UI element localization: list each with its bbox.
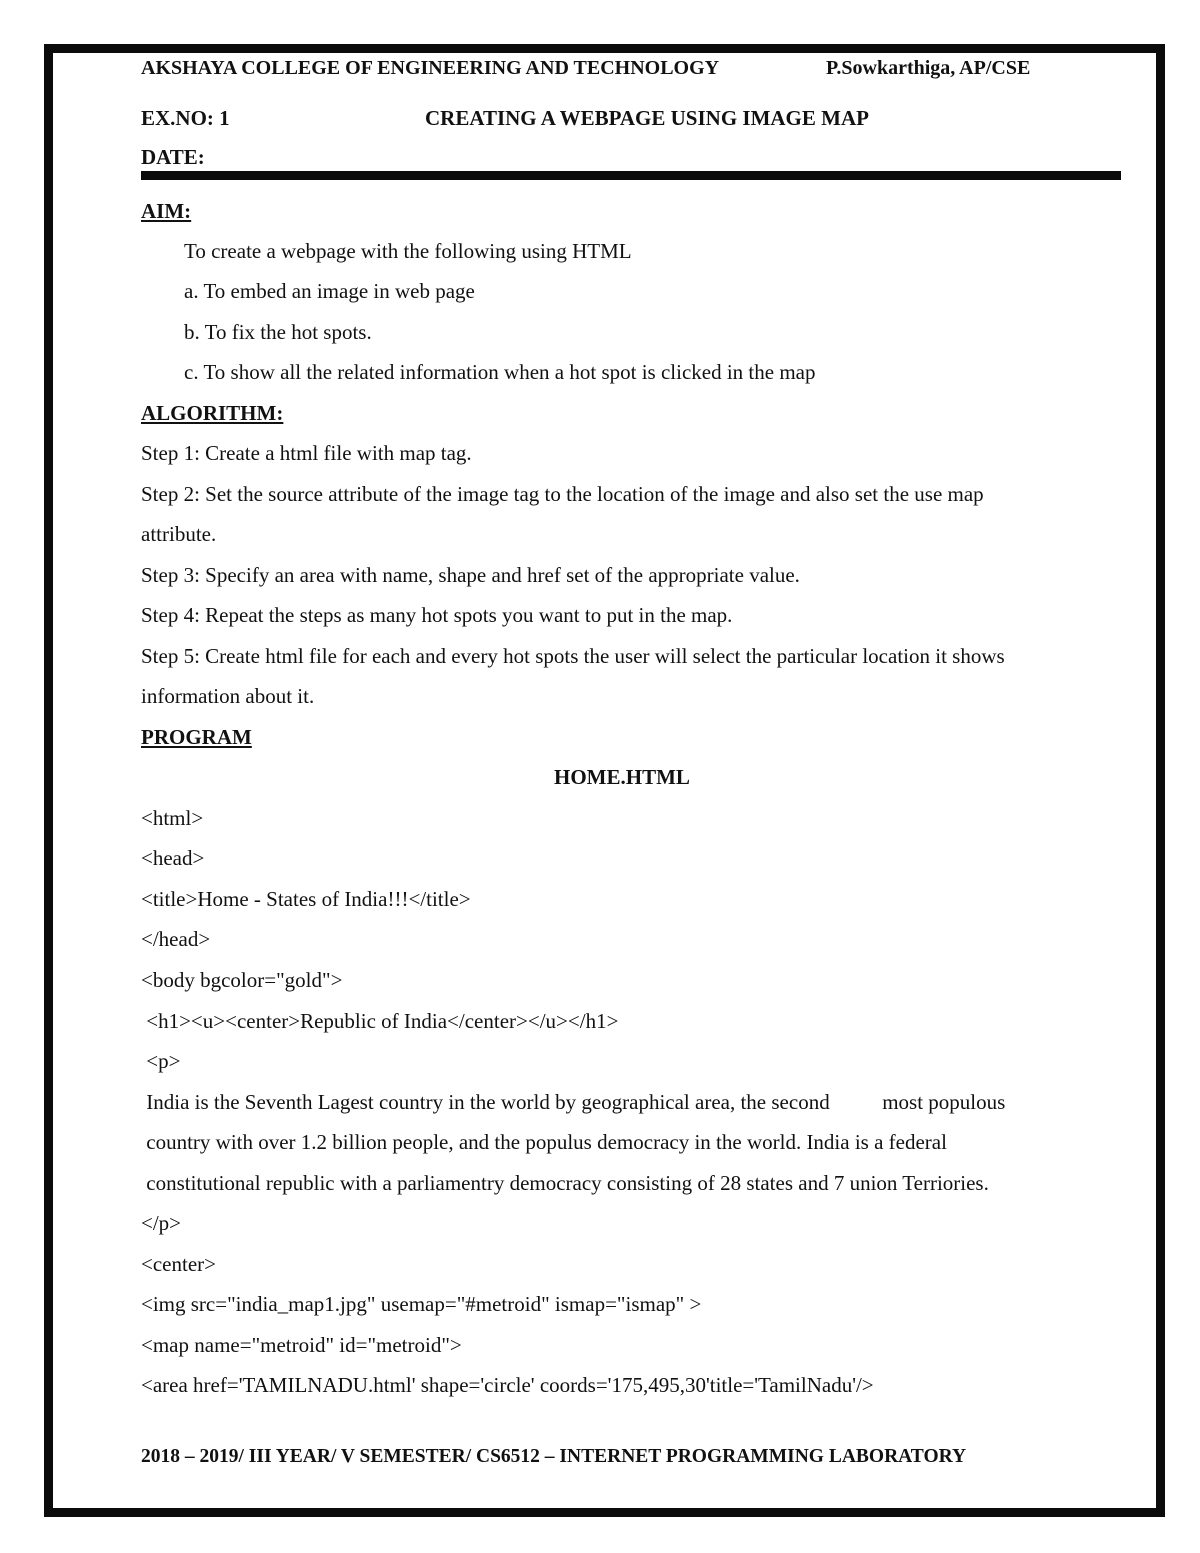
date-label: DATE: — [141, 145, 205, 169]
aim-heading: AIM: — [141, 199, 192, 223]
algorithm-step: attribute. — [141, 522, 217, 546]
header-rule — [141, 171, 1121, 180]
college-name: AKSHAYA COLLEGE OF ENGINEERING AND TECHNOLOGY — [141, 57, 720, 79]
code-line: <img src="india_map1.jpg" usemap="#metroid" ismap="ismap" > — [141, 1292, 702, 1316]
code-line: <body bgcolor="gold"> — [141, 968, 343, 992]
exercise-number: EX.NO: 1 — [141, 106, 230, 130]
aim-item: b. To fix the hot spots. — [184, 320, 372, 344]
code-line: <head> — [141, 846, 205, 870]
algorithm-step: Step 2: Set the source attribute of the image tag to the location of the image and also set the use map — [141, 482, 984, 506]
algorithm-step: Step 5: Create html file for each and every hot spots the user will select the particular location it shows — [141, 644, 1005, 668]
algorithm-step: Step 4: Repeat the steps as many hot spots you want to put in the map. — [141, 603, 733, 627]
exercise-title: CREATING A WEBPAGE USING IMAGE MAP — [425, 106, 869, 130]
algorithm-step: Step 3: Specify an area with name, shape and href set of the appropriate value. — [141, 563, 800, 587]
code-line: country with over 1.2 billion people, and the populus democracy in the world. India is a federal — [141, 1130, 947, 1154]
code-line: <title>Home - States of India!!!</title> — [141, 887, 471, 911]
aim-intro: To create a webpage with the following using HTML — [184, 239, 632, 263]
author-name: P.Sowkarthiga, AP/CSE — [826, 57, 1031, 79]
code-line: constitutional republic with a parliamentry democracy consisting of 28 states and 7 union Terriories. — [141, 1171, 989, 1195]
algorithm-step: information about it. — [141, 684, 315, 708]
code-line: <h1><u><center>Republic of India</center></u></h1> — [141, 1009, 619, 1033]
code-line: <html> — [141, 806, 204, 830]
code-line: <p> — [141, 1049, 181, 1073]
page-footer: 2018 – 2019/ III YEAR/ V SEMESTER/ CS6512 – INTERNET PROGRAMMING LABORATORY — [141, 1446, 967, 1467]
algorithm-heading: ALGORITHM: — [141, 401, 284, 425]
code-line: <area href='TAMILNADU.html' shape='circle' coords='175,495,30'title='TamilNadu'/> — [141, 1373, 874, 1397]
code-line: </head> — [141, 927, 211, 951]
code-line: <map name="metroid" id="metroid"> — [141, 1333, 462, 1357]
code-line: <center> — [141, 1252, 216, 1276]
program-heading: PROGRAM — [141, 725, 252, 749]
code-line: India is the Seventh Lagest country in the world by geographical area, the second most populous — [141, 1090, 1006, 1114]
program-filename: HOME.HTML — [554, 765, 690, 789]
aim-item: a. To embed an image in web page — [184, 279, 475, 303]
aim-item: c. To show all the related information when a hot spot is clicked in the map — [184, 360, 816, 384]
code-line: </p> — [141, 1211, 182, 1235]
algorithm-step: Step 1: Create a html file with map tag. — [141, 441, 472, 465]
